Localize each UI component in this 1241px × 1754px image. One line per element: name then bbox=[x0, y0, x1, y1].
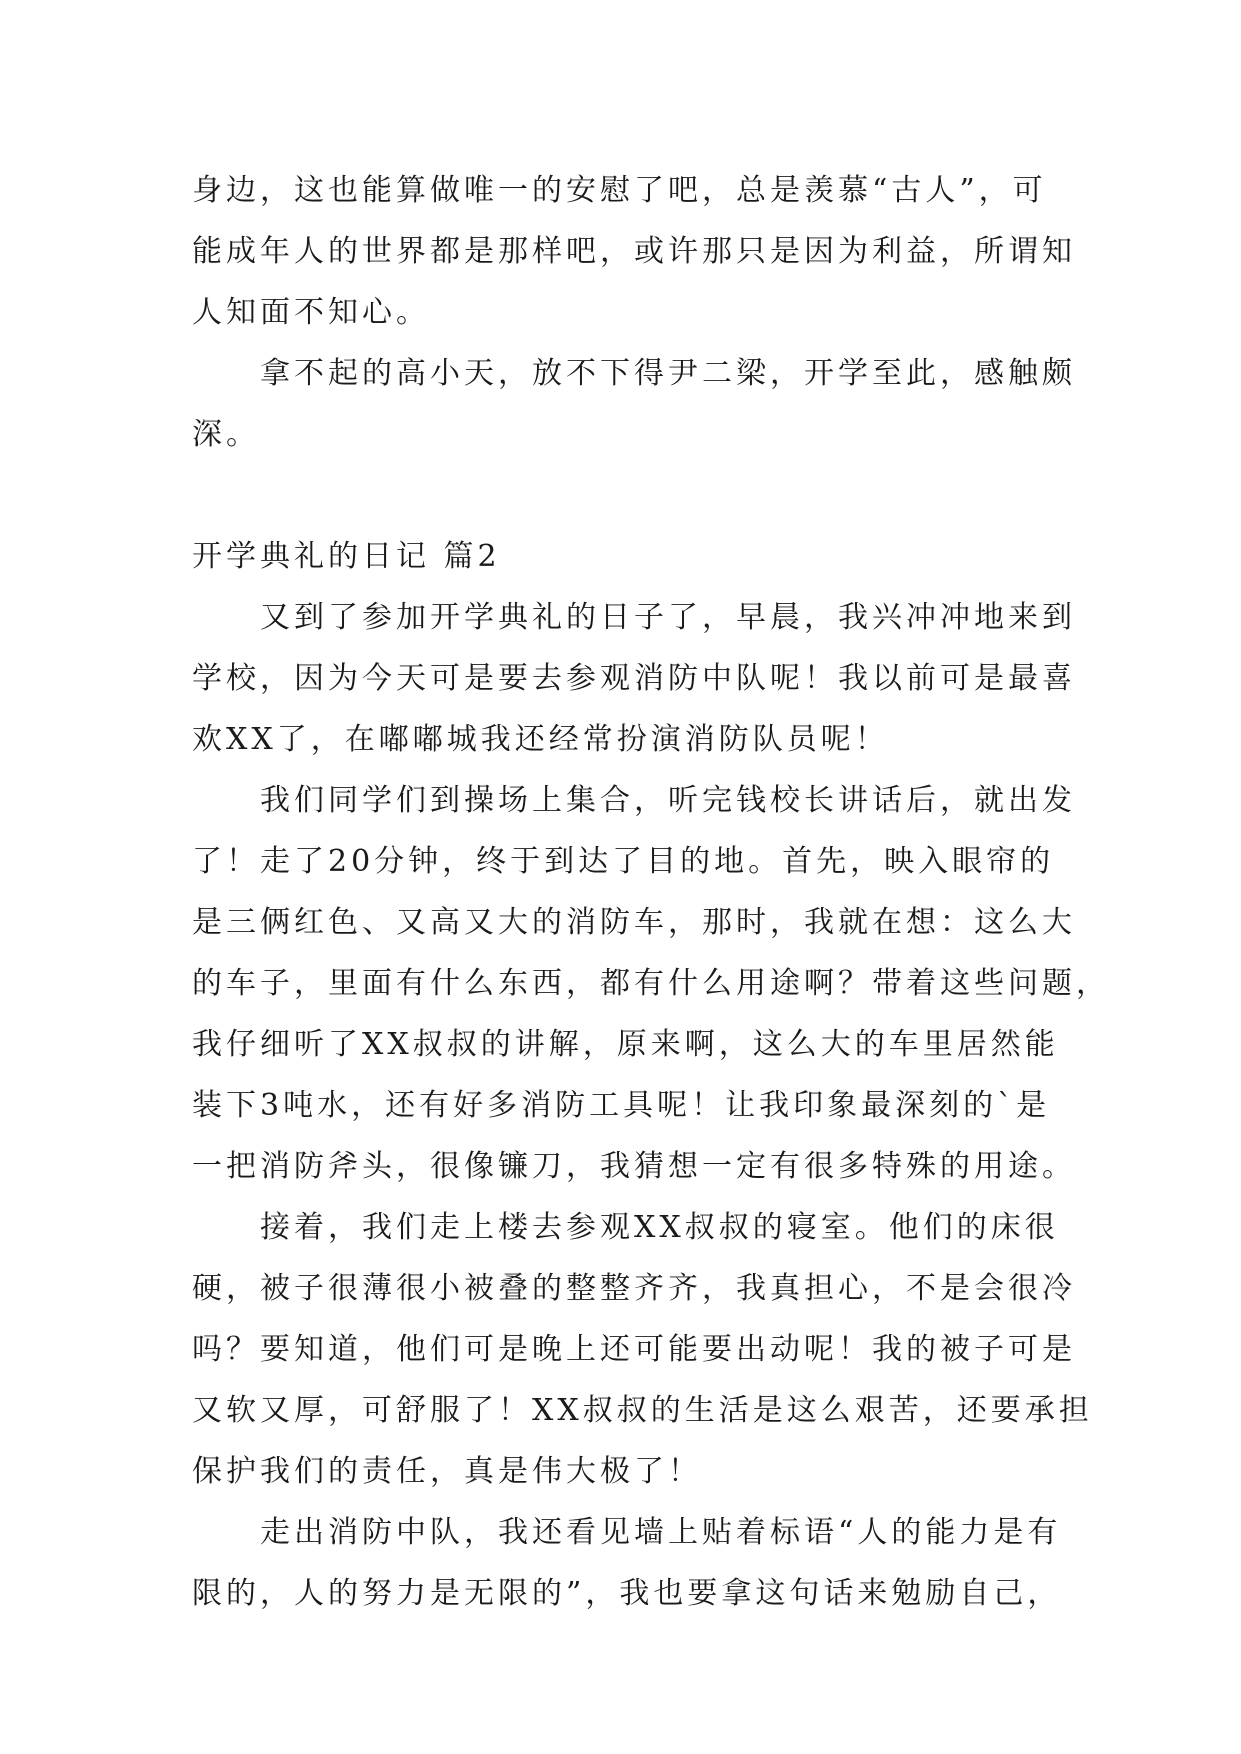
text-line: 深。 bbox=[192, 417, 260, 452]
document-body bbox=[192, 160, 1110, 1624]
section-gap bbox=[192, 465, 1062, 526]
text-line: 又到了参加开学典礼的日子了，早晨，我兴冲冲地来到 bbox=[260, 600, 1076, 635]
text-line: 装下3吨水，还有好多消防工具呢！让我印象最深刻的`是 bbox=[192, 1088, 1051, 1123]
text-line: 走出消防中队，我还看见墙上贴着标语“人的能力是有 bbox=[260, 1515, 1062, 1550]
text-line: 身边，这也能算做唯一的安慰了吧，总是羡慕“古人”，可 bbox=[192, 173, 1047, 208]
text-line: 能成年人的世界都是那样吧，或许那只是因为利益，所谓知 bbox=[192, 234, 1076, 269]
text-line: 又软又厚，可舒服了！XX叔叔的生活是这么艰苦，还要承担 bbox=[192, 1393, 1093, 1428]
text-line: 我们同学们到操场上集合，听完钱校长讲话后，就出发 bbox=[260, 783, 1076, 818]
text-line: 吗？要知道，他们可是晚上还可能要出动呢！我的被子可是 bbox=[192, 1332, 1076, 1367]
text-line: 硬，被子很薄很小被叠的整整齐齐，我真担心，不是会很冷 bbox=[192, 1271, 1076, 1306]
text-line: 一把消防斧头，很像镰刀，我猜想一定有很多特殊的用途。 bbox=[192, 1149, 1076, 1184]
text-line: 欢XX了，在嘟嘟城我还经常扮演消防队员呢！ bbox=[192, 722, 889, 757]
text-line: 人知面不知心。 bbox=[192, 295, 430, 330]
text-line: 是三俩红色、又高又大的消防车，那时，我就在想：这么大 bbox=[192, 905, 1076, 940]
text-line: 拿不起的高小天，放不下得尹二梁，开学至此，感触颇 bbox=[260, 356, 1076, 391]
text-line: 接着，我们走上楼去参观XX叔叔的寝室。他们的床很 bbox=[260, 1210, 1059, 1245]
text-line: 学校，因为今天可是要去参观消防中队呢！我以前可是最喜 bbox=[192, 661, 1076, 696]
text-line: 我仔细听了XX叔叔的讲解，原来啊，这么大的车里居然能 bbox=[192, 1027, 1059, 1062]
text-line: 了！走了20分钟，终于到达了目的地。首先，映入眼帘的 bbox=[192, 844, 1055, 879]
text-line: 限的，人的努力是无限的”，我也要拿这句话来勉励自己， bbox=[192, 1576, 1062, 1611]
section-heading: 开学典礼的日记 篇2 bbox=[192, 539, 501, 574]
text-line: 保护我们的责任，真是伟大极了！ bbox=[192, 1454, 702, 1489]
text-line: 的车子，里面有什么东西，都有什么用途啊？带着这些问题， bbox=[192, 966, 1110, 1001]
